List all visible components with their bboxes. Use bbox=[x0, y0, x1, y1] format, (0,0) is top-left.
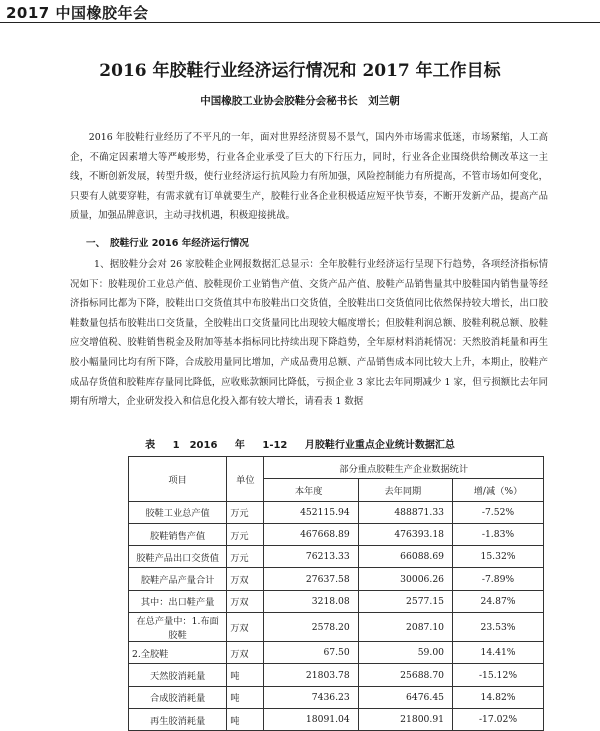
table-row bbox=[129, 708, 544, 730]
cell-item: 胶鞋销售产值 bbox=[129, 523, 227, 545]
running-header-title: 2017 中国橡胶年会 bbox=[6, 4, 149, 22]
cell-unit: 万元 bbox=[227, 501, 264, 523]
cell-current: 21803.78 bbox=[264, 664, 358, 686]
cell-current: 3218.08 bbox=[264, 590, 358, 612]
cell-previous: 59.00 bbox=[358, 642, 452, 664]
cell-current: 467668.89 bbox=[264, 523, 358, 545]
cell-item: 在总产量中：1.布面胶鞋 bbox=[129, 613, 227, 642]
cell-change: -17.02% bbox=[453, 708, 544, 730]
table-row bbox=[129, 501, 544, 523]
table-row bbox=[129, 686, 544, 708]
cell-previous: 476393.18 bbox=[358, 523, 452, 545]
cell-item: 其中：出口鞋产量 bbox=[129, 590, 227, 612]
cell-current: 2578.20 bbox=[264, 613, 358, 642]
col-header-item: 项目 bbox=[129, 457, 227, 502]
body-paragraph-text: 据胶鞋分会对 26 家胶鞋企业网报数据汇总显示：全年胶鞋行业经济运行呈现下行趋势，各项经济指标情况如下：胶鞋现价工业总产值、胶鞋现价工业销售产值、交货产品产值、胶鞋产品销售量其中胶鞋国内销售量等经济指标同比都为下降，胶鞋出口交货值其中布胶鞋出口交货值，全胶鞋出口交货值同比依然保持较大增长，出口胶鞋数量包括布胶鞋出口交货量，全胶鞋出口交货量同比出现较大幅度增长；但胶鞋利润总额、胶鞋利税总额、胶鞋应交增值税、胶鞋销售税金及附加等基本指标同比持续出现下降趋势，全年原材料消耗情况：天然胶消耗量和再生胶小幅量同比均有所下降，合成胶用量同比增加，产成品费用总额、产品销售成本同比较大上升，本期止，胶鞋产成品存货值和胶鞋库存量同比降低，应收账款额同比降低，亏损企业 3 家比去年同期减少 1 家，但亏损额比去年同期有所增大，企业研发投入和信息化投入都有较大增长，请看表 1 数据 bbox=[70, 259, 548, 408]
section-heading: 一、 胶鞋行业 2016 年经济运行情况 bbox=[86, 238, 249, 249]
cell-item: 胶鞋产品产量合计 bbox=[129, 568, 227, 590]
intro-paragraph: 2016 年胶鞋行业经历了不平凡的一年，面对世界经济贸易不景气，国内外市场需求低迷，市场紧缩，人工高企，不确定因素增大等严峻形势，行业各企业承受了巨大的下行压力，同时，行业各企业围绕供给侧改革这一主线，不断创新发展，转型升级，使行业经济运行抗风险力有所加强，风险控制能力有所提高，不管市场如何变化，只要有人就要穿鞋，有需求就有订单就要生产，胶鞋行业各企业积极适应短平快节奏，不断开发新产品，提高产品质量，加强品牌意识，主动寻找机遇，积极迎接挑战。 bbox=[70, 132, 548, 222]
cell-unit: 万双 bbox=[227, 568, 264, 590]
cell-unit: 万元 bbox=[227, 546, 264, 568]
cell-item: 天然胶消耗量 bbox=[129, 664, 227, 686]
cell-previous: 66088.69 bbox=[358, 546, 452, 568]
cell-current: 18091.04 bbox=[264, 708, 358, 730]
table-row bbox=[129, 590, 544, 612]
cell-current: 452115.94 bbox=[264, 501, 358, 523]
table-row bbox=[129, 613, 544, 642]
cell-item: 再生胶消耗量 bbox=[129, 708, 227, 730]
cell-change: -15.12% bbox=[453, 664, 544, 686]
section-number: 1、 bbox=[94, 259, 110, 270]
cell-unit: 万双 bbox=[227, 590, 264, 612]
cell-change: 14.82% bbox=[453, 686, 544, 708]
col-header-group: 部分重点胶鞋生产企业数据统计 bbox=[264, 457, 544, 479]
article-title: 2016 年胶鞋行业经济运行情况和 2017 年工作目标 bbox=[99, 61, 501, 81]
col-header-previous: 去年同期 bbox=[358, 479, 452, 501]
cell-item: 胶鞋产品出口交货值 bbox=[129, 546, 227, 568]
cell-previous: 2087.10 bbox=[358, 613, 452, 642]
cell-previous: 2577.15 bbox=[358, 590, 452, 612]
cell-current: 76213.33 bbox=[264, 546, 358, 568]
cell-change: 24.87% bbox=[453, 590, 544, 612]
cell-change: -1.83% bbox=[453, 523, 544, 545]
cell-change: 23.53% bbox=[453, 613, 544, 642]
cell-unit: 吨 bbox=[227, 708, 264, 730]
table-row bbox=[129, 664, 544, 686]
cell-change: 14.41% bbox=[453, 642, 544, 664]
cell-previous: 488871.33 bbox=[358, 501, 452, 523]
cell-item: 2.全胶鞋 bbox=[129, 642, 227, 664]
cell-current: 7436.23 bbox=[264, 686, 358, 708]
cell-unit: 万双 bbox=[227, 642, 264, 664]
cell-unit: 万双 bbox=[227, 613, 264, 642]
col-header-current: 本年度 bbox=[264, 479, 358, 501]
table-row bbox=[129, 523, 544, 545]
table-row bbox=[129, 546, 544, 568]
cell-previous: 21800.91 bbox=[358, 708, 452, 730]
cell-change: -7.89% bbox=[453, 568, 544, 590]
col-header-unit: 单位 bbox=[227, 457, 264, 502]
table-row bbox=[129, 642, 544, 664]
table-row bbox=[129, 568, 544, 590]
cell-unit: 万元 bbox=[227, 523, 264, 545]
article-byline: 中国橡胶工业协会胶鞋分会秘书长 刘兰朝 bbox=[200, 95, 400, 107]
cell-previous: 30006.26 bbox=[358, 568, 452, 590]
cell-current: 67.50 bbox=[264, 642, 358, 664]
body-paragraph bbox=[70, 255, 548, 412]
table-caption: 表 1 2016 年 1-12 月胶鞋行业重点企业统计数据汇总 bbox=[145, 440, 455, 451]
col-header-change: 增/减（%） bbox=[453, 479, 544, 501]
running-header bbox=[0, 0, 600, 23]
cell-previous: 6476.45 bbox=[358, 686, 452, 708]
cell-unit: 吨 bbox=[227, 664, 264, 686]
cell-previous: 25688.70 bbox=[358, 664, 452, 686]
table-header-row bbox=[129, 457, 544, 479]
cell-item: 胶鞋工业总产值 bbox=[129, 501, 227, 523]
cell-current: 27637.58 bbox=[264, 568, 358, 590]
stats-table bbox=[128, 456, 544, 731]
cell-unit: 吨 bbox=[227, 686, 264, 708]
cell-change: 15.32% bbox=[453, 546, 544, 568]
cell-item: 合成胶消耗量 bbox=[129, 686, 227, 708]
cell-change: -7.52% bbox=[453, 501, 544, 523]
